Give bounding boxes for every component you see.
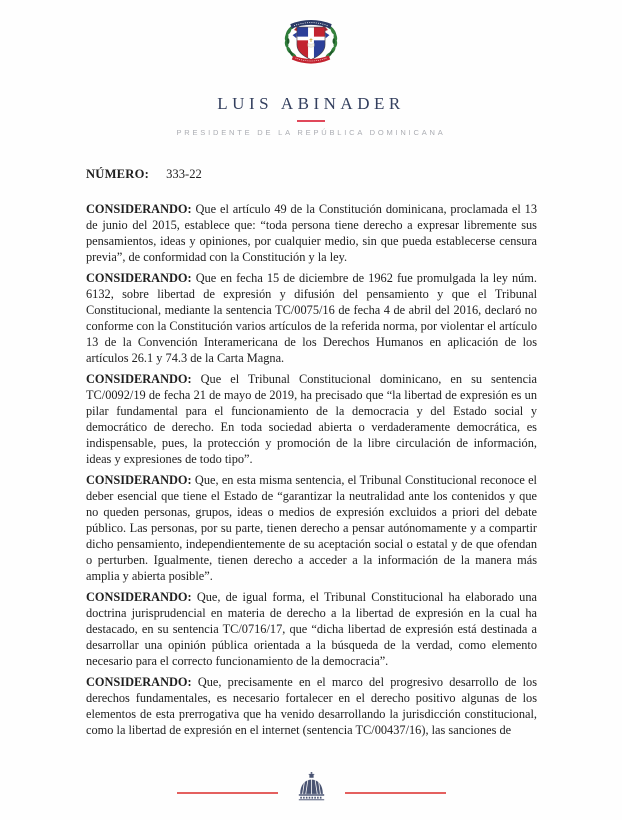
- palace-dome-icon: [294, 771, 329, 801]
- shield-icon: [297, 27, 325, 60]
- paragraph-lead: CONSIDERANDO:: [86, 590, 192, 604]
- considerando-paragraph: [86, 472, 537, 584]
- considerando-paragraph: [86, 201, 537, 265]
- paragraph-lead: CONSIDERANDO:: [86, 271, 192, 285]
- footer-rule-left: [177, 792, 278, 794]
- considerando-paragraph: [86, 270, 537, 366]
- decree-number-label: NÚMERO:: [86, 167, 149, 181]
- paragraph-text: Que, precisamente en el marco del progresivo desarrollo de los derechos fundamentales, es necesario fortalecer en el derecho positivo algunas de los elementos de esta prerrogativa que ha venido desarrollando la jurisdicción constitucional, como la libertad de expresión en el internet (sentencia TC/00437/16), las sanciones de: [86, 675, 537, 737]
- coat-of-arms-icon: [274, 13, 348, 78]
- paragraph-text: Que, de igual forma, el Tribunal Constitucional ha elaborado una doctrina jurisprudencial en materia de derecho a la libertad de expresión en la cual ha destacado, en su sentencia TC/0716/17, que “dicha libertad de expresión está destinada a desarrollar una opinión pública orientada a la búsqueda de la verdad, como elemento necesario para el correcto funcionamiento de la democracia”.: [86, 590, 537, 668]
- decree-number-value: 333-22: [166, 167, 202, 181]
- paragraph-text: Que, en esta misma sentencia, el Tribunal Constitucional reconoce el deber esencial que tiene el Estado de “garantizar la neutralidad ante los contenidos y que no queden personas, grupos, ideas o medios de expresión excluidos a priori del debate público. Las personas, por su parte, tienen derecho a pensar autónomamente y a compartir dicho pensamiento, independientemente de su aceptación social o estatal y de que ofendan o perturben. Igualmente, tienen derecho a acceder a la información de la manera más amplia y abierta posible”.: [86, 473, 537, 583]
- paragraph-text: Que el artículo 49 de la Constitución dominicana, proclamada el 13 de junio del 2015, establece que: “toda persona tiene derecho a expresar libremente sus pensamientos, ideas y opiniones, por cualquier medio, sin que pueda establecerse censura previa”, de conformidad con la Constitución y la ley.: [86, 202, 537, 264]
- paragraph-text: Que en fecha 15 de diciembre de 1962 fue promulgada la ley núm. 6132, sobre libertad de expresión y difusión del pensamiento y que el Tribunal Constitucional, mediante la sentencia TC/0075/16 de fecha 4 de abril del 2016, declaró no conforme con la Constitución varios artículos de la referida norma, por violentar el artículo 13 de la Convención Interamericana de los Derechos Humanos en aplicación de los artículos 26.1 y 74.3 de la Carta Magna.: [86, 271, 537, 365]
- considerando-paragraph: [86, 674, 537, 738]
- paragraph-lead: CONSIDERANDO:: [86, 473, 192, 487]
- paragraph-lead: CONSIDERANDO:: [86, 675, 192, 689]
- decree-number: [86, 167, 537, 182]
- considerando-paragraph: [86, 589, 537, 669]
- page-footer: [0, 771, 622, 801]
- paragraph-lead: CONSIDERANDO:: [86, 372, 192, 386]
- letterhead: [0, 13, 622, 137]
- footer-rule-right: [345, 792, 446, 794]
- paragraph-lead: CONSIDERANDO:: [86, 202, 192, 216]
- paragraph-text: Que el Tribunal Constitucional dominicano, en su sentencia TC/0092/19 de fecha 21 de mayo de 2019, ha precisado que “la libertad de expresión es un pilar fundamental para el funcionamiento de la democracia y del Estado social y democrático de derecho. En toda sociedad abierta o verdaderamente democrática, es indispensable, pues, la protección y promoción de la libre circulación de información, ideas y expresiones de todo tipo”.: [86, 372, 537, 466]
- name-underline: [297, 120, 325, 122]
- considerando-paragraph: [86, 371, 537, 467]
- president-name: LUIS ABINADER: [217, 94, 405, 113]
- decree-body: [86, 167, 537, 738]
- president-title: PRESIDENTE DE LA REPÚBLICA DOMINICANA: [176, 128, 446, 137]
